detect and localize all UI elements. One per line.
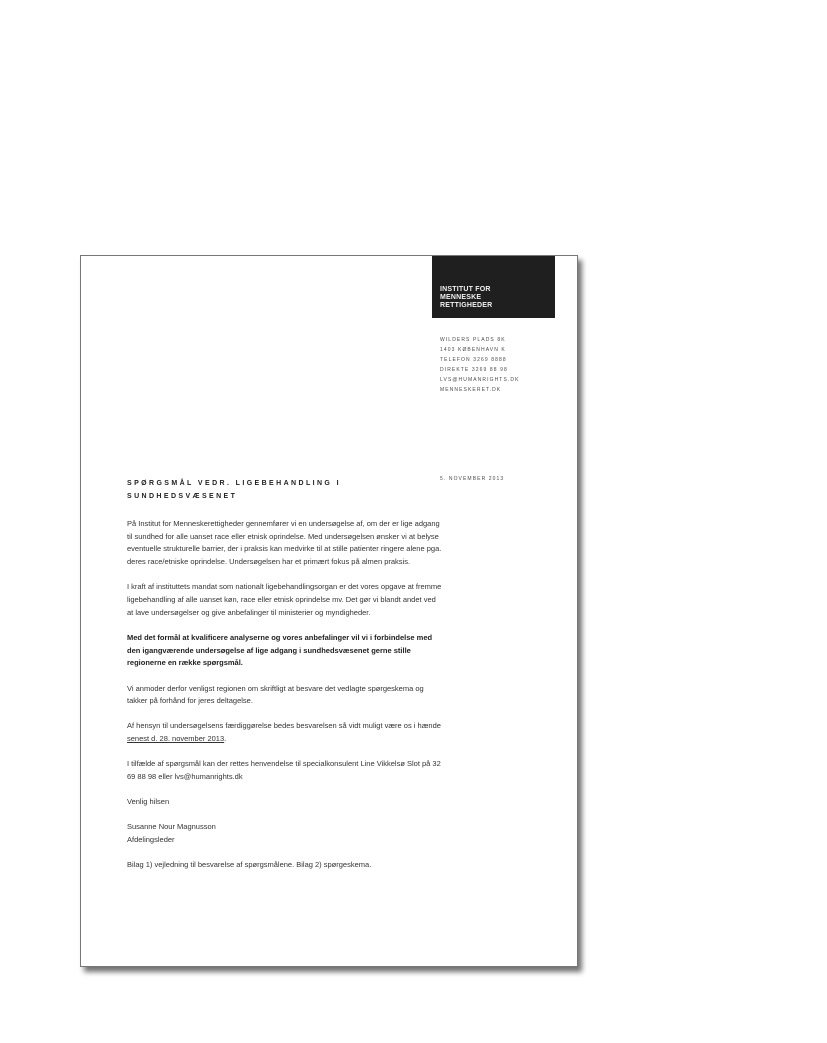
website-line: MENNESKERET.DK (440, 387, 502, 393)
letter-page (80, 255, 578, 967)
attachments-line: Bilag 1) vejledning til besvarelse af spørgsmålene. Bilag 2) spørgeskema. (127, 860, 372, 870)
paragraph: På Institut for Menneskerettigheder gennemfører vi en undersøgelse af, om der er lige adgang til sundhed for alle uanset race eller etnisk oprindelse. Med undersøgelsen ønsker vi at belyse eventuelle strukturelle barrier, der i praksis kan medvirke til at stille patienter ringere alene pga. deres race/etniske oprindelse. Undersøgelsen har et primært fokus på almen praksis. (127, 519, 442, 567)
deadline-date: senest d. 28. november 2013 (127, 734, 225, 744)
signer-title: Afdelingsleder (127, 835, 175, 845)
letter-heading: SPØRGSMÅL VEDR. LIGEBEHANDLING I SUNDHEDSVÆSENET (127, 480, 341, 500)
phone-line: TELEFON 3269 8888 (440, 357, 507, 363)
contact-paragraph: I tilfælde af spørgsmål kan der rettes henvendelse til specialkonsulent Line Vikkelsø Slot på 32 69 88 98 eller lvs@humanrights.dk (127, 759, 441, 782)
address-line: 1403 KØBENHAVN K (440, 347, 506, 353)
deadline-end: . (224, 734, 227, 744)
email-line: LVS@HUMANRIGHTS.DK (440, 377, 520, 383)
institute-logo (432, 256, 555, 318)
address-line: WILDERS PLADS 8K (440, 337, 506, 343)
deadline-paragraph (127, 720, 442, 745)
letter-date: 5. NOVEMBER 2013 (440, 476, 505, 482)
bold-paragraph: Med det formål at kvalificere analyserne og vores anbefalinger vil vi i forbindelse med den igangværende undersøgelse af lige adgang i sundhedsvæsenet gerne stille regionerne en række spørgsmål. (127, 632, 433, 668)
logo-line: INSTITUT FOR (440, 286, 491, 293)
greeting: Venlig hilsen (127, 797, 170, 807)
signature-block (127, 821, 442, 846)
signer-name: Susanne Nour Magnusson (127, 822, 216, 832)
logo-line: MENNESKE (440, 294, 482, 301)
letter-body (127, 518, 442, 885)
paragraph: Vi anmoder derfor venligst regionen om skriftligt at besvare det vedlagte spørgeskema og takker på forhånd for jeres deltagelse. (127, 683, 424, 706)
paragraph: I kraft af instituttets mandat som nationalt ligebehandlingsorgan er det vores opgave at fremme ligebehandling af alle uanset køn, race eller etnisk oprindelse mv. Det gør vi blandt andet ved at lave undersøgelser og give anbefalinger til ministerier og myndigheder. (127, 582, 442, 617)
contact-block (440, 335, 570, 395)
logo-line: RETTIGHEDER (440, 302, 493, 309)
direct-phone-line: DIREKTE 3269 88 98 (440, 367, 508, 373)
deadline-text: Af hensyn til undersøgelsens færdiggørelse bedes besvarelsen så vidt muligt være os i hænde (127, 721, 441, 731)
